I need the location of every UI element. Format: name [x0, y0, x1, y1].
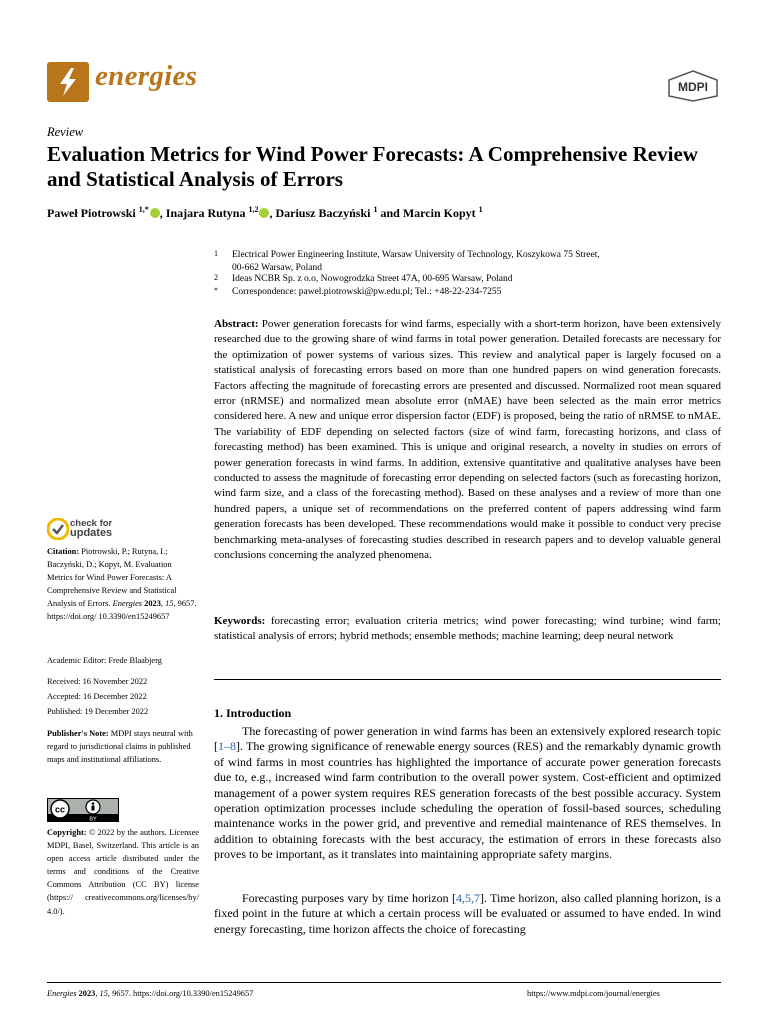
- correspondence-text[interactable]: Correspondence: pawel.piotrowski@pw.edu.pl; Tel.: +48-22-234-7255: [232, 287, 502, 297]
- footer-citation: Energies 2023, 15, 9657. https://doi.org/10.3390/en15249657: [47, 989, 254, 998]
- paragraph-text: ]. Time horizon, also called planning horizon, is a fixed point in the future at which a certain process will be evaluated or assumed to have ended. In wind energy forecasting, time horizon affects the choice of forecasting: [214, 891, 722, 936]
- orcid-icon[interactable]: [259, 208, 269, 218]
- publisher-note-label: Publisher's Note:: [47, 729, 109, 738]
- check-for-updates-button[interactable]: [70, 519, 112, 539]
- author-separator: ,: [269, 206, 276, 220]
- orcid-icon[interactable]: [150, 208, 160, 218]
- citation-block: Citation: Piotrowski, P.; Rutyna, I.; Baczyński, D.; Kopyt, M. Evaluation Metrics for Wind Power Forecasts: A Comprehensive Review and Statistical Analysis of Errors. Energies 2023, 15, 9657. https://doi.org/ 10.3390/en15249657: [47, 547, 197, 622]
- citation-link[interactable]: 1–8: [218, 739, 236, 754]
- author-affiliation-mark: 1: [373, 205, 378, 214]
- citation-volume: 15: [165, 599, 174, 609]
- author-list: [47, 205, 483, 221]
- cc-by-license-icon[interactable]: [47, 798, 119, 822]
- affiliation-text: 00-662 Warsaw, Poland: [232, 263, 322, 273]
- published-date: Published: 19 December 2022: [47, 707, 149, 716]
- citation-doi-link[interactable]: , 9657. https://doi.org/ 10.3390/en15249657: [47, 599, 197, 622]
- footer-volume: 15: [99, 989, 108, 998]
- citation-text: Piotrowski, P.; Rutyna, I.; Baczyński, D.; Kopyt, M. Evaluation Metrics for Wind Power Forecasts: A Comprehensive Review and Statistical Analysis of Errors.: [47, 547, 177, 609]
- copyright-label: Copyright:: [47, 828, 87, 837]
- keywords: [214, 614, 721, 645]
- footer-divider: [47, 982, 721, 983]
- affiliation-mark: 1: [214, 249, 218, 258]
- author-affiliation-mark: 1,2: [248, 205, 259, 214]
- abstract: [214, 317, 721, 564]
- intro-paragraph-2: [214, 891, 721, 937]
- author-name[interactable]: Paweł Piotrowski: [47, 206, 136, 220]
- section-heading: 1. Introduction: [214, 706, 292, 720]
- check-for-updates-icon[interactable]: [47, 518, 69, 540]
- academic-editor: Academic Editor: Frede Blaabjerg: [47, 656, 162, 665]
- footer-journal: Energies: [47, 989, 77, 998]
- publisher-note: [47, 727, 199, 766]
- mdpi-logo-icon[interactable]: [667, 70, 719, 102]
- paragraph-text: Forecasting purposes vary by time horizon [: [242, 891, 456, 905]
- keywords-text: forecasting error; evaluation criteria metrics; wind power forecasting; wind turbine; wind farm; statistical analysis of errors; hybrid methods; ensemble methods; machine learning; deep neural network: [214, 615, 721, 643]
- publisher-name: MDPI: [678, 80, 708, 94]
- article-title: Evaluation Metrics for Wind Power Forecasts: A Comprehensive Review and Statistical Analysis of Errors: [47, 142, 698, 191]
- author-separator: and: [377, 206, 403, 220]
- section-divider: [214, 679, 721, 680]
- paragraph-text: The forecasting of power generation in wind farms has been an extensively explored research topic [: [214, 724, 721, 754]
- intro-paragraph-1: [214, 724, 721, 863]
- copyright-block: [47, 826, 199, 918]
- check-updates-label: check for: [70, 518, 113, 529]
- received-date: Received: 16 November 2022: [47, 677, 148, 686]
- author-name[interactable]: Marcin Kopyt: [402, 206, 476, 220]
- check-updates-label: updates: [70, 527, 113, 539]
- footer-year: 2023: [78, 989, 96, 998]
- publisher-note-text: MDPI stays neutral with regard to jurisdictional claims in published maps and institutional affiliations.: [47, 729, 193, 765]
- affiliation-text: Ideas NCBR Sp. z o.o, Nowogrodzka Street 47A, 00-695 Warsaw, Poland: [232, 274, 513, 284]
- paragraph-text: ]. The growing significance of renewable energy sources (RES) and the remarkably dynamic growth of wind farms in most countries has highlighted the importance of accurate power generation forecasts due to, e.g., increased wind farm contribution to the overall power system. Cost-efficient and optimized management of a power system requires RES generation forecasts of the best possible accuracy. System operation optimization processes include scheduling the operation of fossil-based sources, scheduling maintenance works in the power grid, and preventive and remedial maintenance of RES themselves. In addition to obtaining forecasts with the best accuracy, the estimation of errors in these forecasts also proves to be important, as it translates into maintaining appropriate safety margins.: [214, 739, 721, 862]
- citation-link[interactable]: 4,5,7: [456, 891, 480, 905]
- article-type: Review: [47, 125, 84, 139]
- cc-by-label: BY: [89, 816, 97, 822]
- affiliation-mark: 2: [214, 273, 218, 282]
- citation-journal: Energies: [112, 599, 143, 609]
- citation-year: 2023: [144, 599, 161, 609]
- affiliation-text: Electrical Power Engineering Institute, Warsaw University of Technology, Koszykowa 75 Street,: [232, 250, 600, 260]
- author-separator: ,: [159, 206, 166, 220]
- footer-journal-url[interactable]: https://www.mdpi.com/journal/energies: [527, 989, 660, 998]
- abstract-text: Power generation forecasts for wind farms, especially with a short-term horizon, have been extensively researched due to the growing share of wind farms in total power generation. Detailed forecasts are necessary for the optimization of power systems of various sizes. This review and analytical paper is largely focused on a statistical analysis of forecasting errors based on more than one hundred papers on wind generation forecasts. Factors affecting the magnitude of forecasting errors are presented and discussed. Normalized root mean squared error (nRMSE) and normalized mean absolute error (nMAE) have been selected as the main error metrics considered here. A new and unique error dispersion factor (EDF) is proposed, being the ratio of nRMSE to nMAE. The variability of EDF depending on selected factors (size of wind farm, forecasting horizons, and class of forecasting method) has been examined. This is unique and original research, a novelty in studies on errors of power generation forecasts in wind farms. In addition, extensive quantitative and qualitative analyses have been conducted to assess the magnitude of forecasting error depending on selected factors (such as forecasting horizon, wind farm size, and a class of the forecasting method). Based on these analyses and a review of more than one hundred papers, a unique set of recommendations on the preferred content of papers addressing wind farm generation forecasts has been developed. These recommendations would make it possible to conduct very precise benchmarking meta-analyses of forecasting studies described in research papers and to develop valuable general conclusions concerning the analyzed phenomena.: [214, 318, 721, 562]
- svg-text:cc: cc: [54, 804, 66, 815]
- footer-doi-link[interactable]: , 9657. https://doi.org/10.3390/en15249657: [107, 989, 254, 998]
- journal-name[interactable]: energies: [95, 60, 198, 92]
- journal-logo-icon[interactable]: [47, 62, 89, 102]
- copyright-text: © 2022 by the authors. Licensee MDPI, Basel, Switzerland. This article is an open access article distributed under the terms and conditions of the Creative Commons Attribution (CC BY) license (https:// creativecommons.org/licenses/by/ 4.0/).: [47, 828, 199, 916]
- accepted-date: Accepted: 16 December 2022: [47, 692, 147, 701]
- author-name[interactable]: Dariusz Baczyński: [275, 206, 371, 220]
- citation-label: Citation:: [47, 547, 80, 556]
- abstract-label: Abstract:: [214, 318, 259, 330]
- affiliation-mark: *: [214, 286, 218, 295]
- author-affiliation-mark: 1,*: [138, 205, 149, 214]
- author-affiliation-mark: 1: [478, 205, 483, 214]
- keywords-label: Keywords:: [214, 615, 266, 627]
- author-name[interactable]: Inajara Rutyna: [165, 206, 246, 220]
